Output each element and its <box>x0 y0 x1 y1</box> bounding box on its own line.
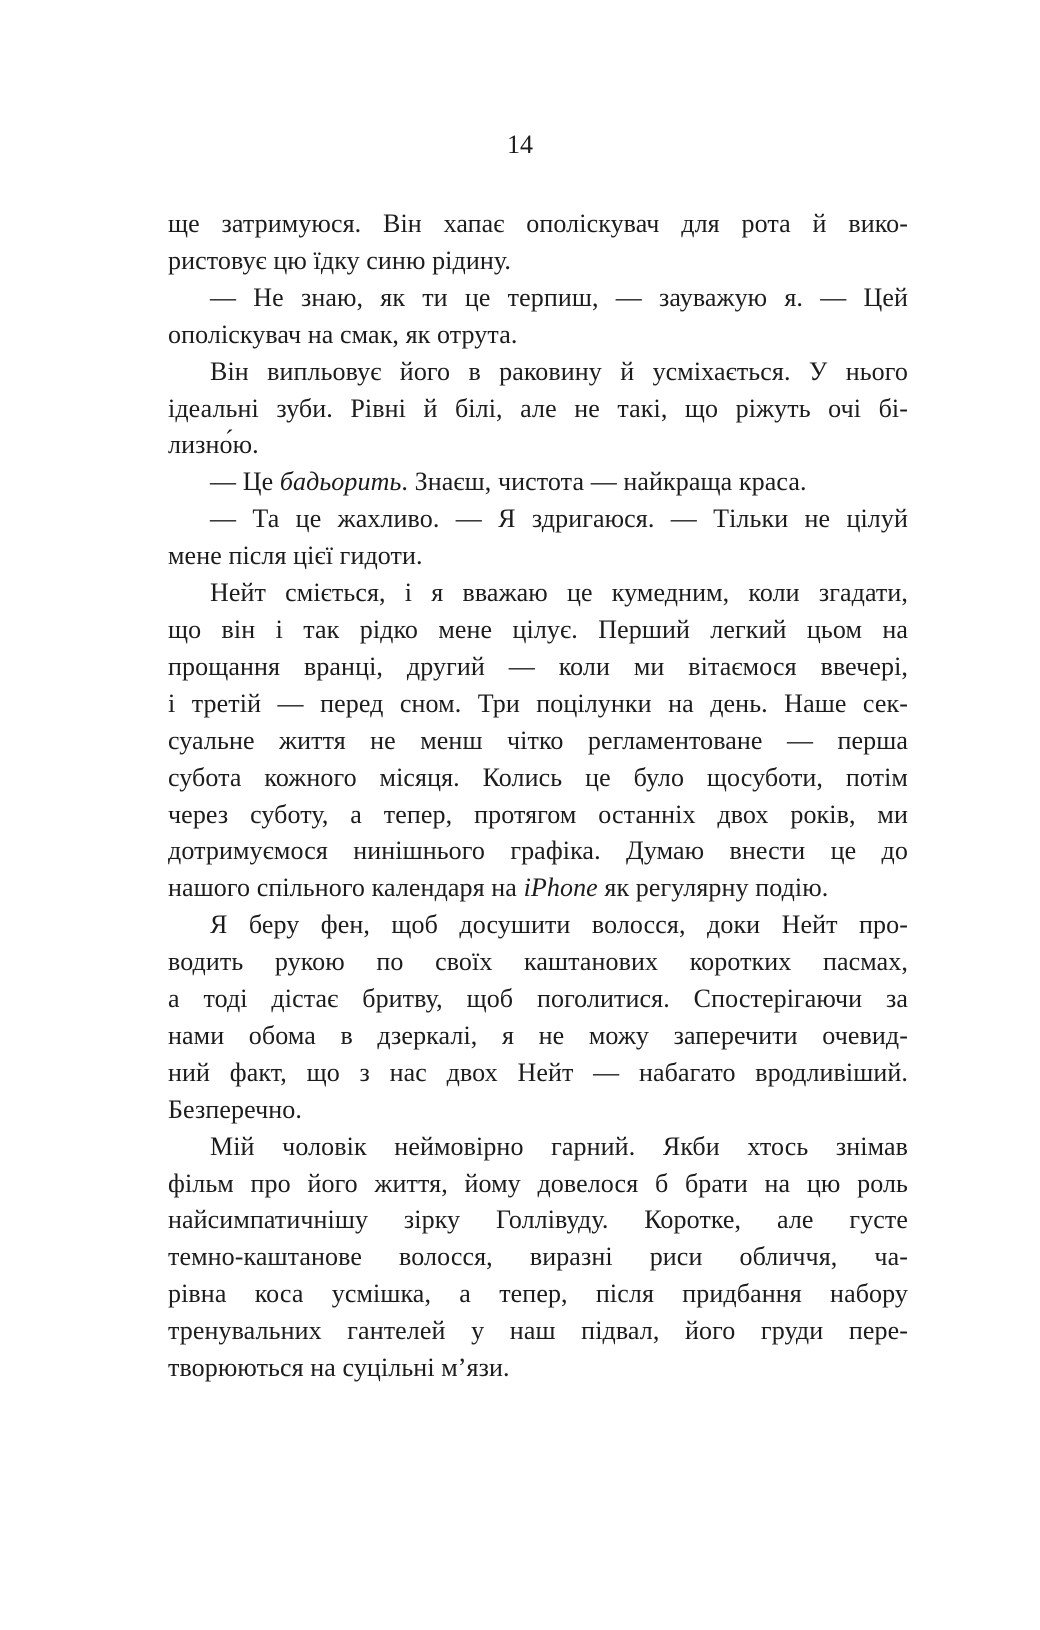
text-run: Безперечно. <box>168 1094 302 1124</box>
text-line <box>168 391 908 428</box>
text-line <box>168 797 908 834</box>
text-line <box>168 760 908 797</box>
text-line <box>168 981 908 1018</box>
text-run: тренувальних гантелей у наш підвал, його груди пере- <box>168 1316 908 1346</box>
text-run: а тоді дістає бритву, щоб поголитися. Спостерігаючи за <box>168 984 908 1014</box>
text-run: і третій — перед сном. Три поцілунки на день. Наше сек- <box>168 688 908 718</box>
page-number: 14 <box>507 130 533 159</box>
paragraph <box>168 464 908 501</box>
text-run: через суботу, а тепер, протягом останніх двох років, ми <box>168 799 908 829</box>
text-line <box>168 1018 908 1055</box>
text-run: найсимпатичнішу зірку Голлівуду. Коротке, але густе <box>168 1205 908 1235</box>
text-run: ще затримуюся. Він хапає ополіскувач для рота й вико- <box>168 209 908 238</box>
text-line <box>168 243 908 280</box>
text-run: рівна коса усмішка, а тепер, після придбання набору <box>168 1279 908 1309</box>
text-run: Я беру фен, щоб досушити волосся, доки Нейт про- <box>210 910 908 940</box>
text-block <box>168 206 908 1387</box>
text-line <box>168 833 908 870</box>
text-line <box>168 1202 908 1239</box>
text-run: Нейт сміється, і я вважаю це кумедним, коли згадати, <box>210 578 908 608</box>
text-run: як регулярну подію. <box>597 873 829 903</box>
text-line <box>168 1350 908 1387</box>
text-run: ристовує цю їдку синю рідину. <box>168 245 511 275</box>
text-run: прощання вранці, другий — коли ми вітаємося ввечері, <box>168 651 908 681</box>
text-run: субота кожного місяця. Колись це було щосуботи, потім <box>168 762 908 792</box>
text-line <box>168 723 908 760</box>
text-line <box>168 870 908 907</box>
text-run: мене після цієї гидоти. <box>168 541 423 571</box>
text-line <box>168 907 908 944</box>
text-run: — Це <box>210 467 280 497</box>
text-line <box>168 1313 908 1350</box>
text-line <box>168 575 908 612</box>
text-run: творюються на суцільні м’язи. <box>168 1353 510 1383</box>
paragraph <box>168 501 908 575</box>
text-run: суальне життя не менш чітко регламентоване — перша <box>168 725 908 755</box>
text-line <box>168 538 908 575</box>
text-run: лизно́ю. <box>168 430 259 460</box>
paragraph <box>168 354 908 465</box>
text-line <box>168 944 908 981</box>
text-run: темно-каштанове волосся, виразні риси обличчя, ча- <box>168 1242 908 1272</box>
text-run: Він випльовує його в раковину й усміхається. У нього <box>210 356 908 386</box>
text-line <box>168 464 908 501</box>
text-line <box>168 501 908 538</box>
text-line <box>168 1092 908 1129</box>
paragraph <box>168 907 908 1128</box>
text-run: нами обома в дзеркалі, я не можу заперечити очевид- <box>168 1020 908 1050</box>
text-run: ідеальні зуби. Рівні й білі, але не такі, що ріжуть очі бі- <box>168 393 908 423</box>
paragraph <box>168 206 908 280</box>
text-line <box>168 354 908 391</box>
text-line <box>168 612 908 649</box>
text-line <box>168 686 908 723</box>
text-line <box>168 317 908 354</box>
text-run: що він і так рідко мене цілує. Перший легкий цьом на <box>168 614 908 644</box>
paragraph <box>168 1129 908 1387</box>
text-run: — Не знаю, як ти це терпиш, — зауважую я. — Цей <box>210 282 908 312</box>
text-run: водить рукою по своїх каштанових коротких пасмах, <box>168 947 908 977</box>
text-line <box>168 280 908 317</box>
text-line <box>168 1055 908 1092</box>
text-line <box>168 1166 908 1203</box>
text-run: дотримуємося нинішнього графіка. Думаю внести це до <box>168 836 908 866</box>
text-run: ополіскувач на смак, як отрута. <box>168 319 518 349</box>
text-run: — Та це жахливо. — Я здригаюся. — Тільки не цілуй <box>210 504 908 534</box>
text-run: фільм про його життя, йому довелося б брати на цю роль <box>168 1168 908 1198</box>
text-run: ний факт, що з нас двох Нейт — набагато вродливіший. <box>168 1057 908 1087</box>
text-line <box>168 1276 908 1313</box>
text-line <box>168 1239 908 1276</box>
text-line <box>168 427 908 464</box>
text-run: нашого спільного календаря на <box>168 873 524 903</box>
paragraph <box>168 575 908 907</box>
paragraph <box>168 280 908 354</box>
text-run: . Знаєш, чистота — найкраща краса. <box>401 467 807 497</box>
italic-text-run: iPhone <box>523 873 598 903</box>
text-run: Мій чоловік неймовірно гарний. Якби хтось знімав <box>210 1131 908 1161</box>
italic-text-run: бадьорить <box>279 467 402 497</box>
text-line <box>168 1129 908 1166</box>
text-line <box>168 649 908 686</box>
text-line <box>168 206 908 243</box>
